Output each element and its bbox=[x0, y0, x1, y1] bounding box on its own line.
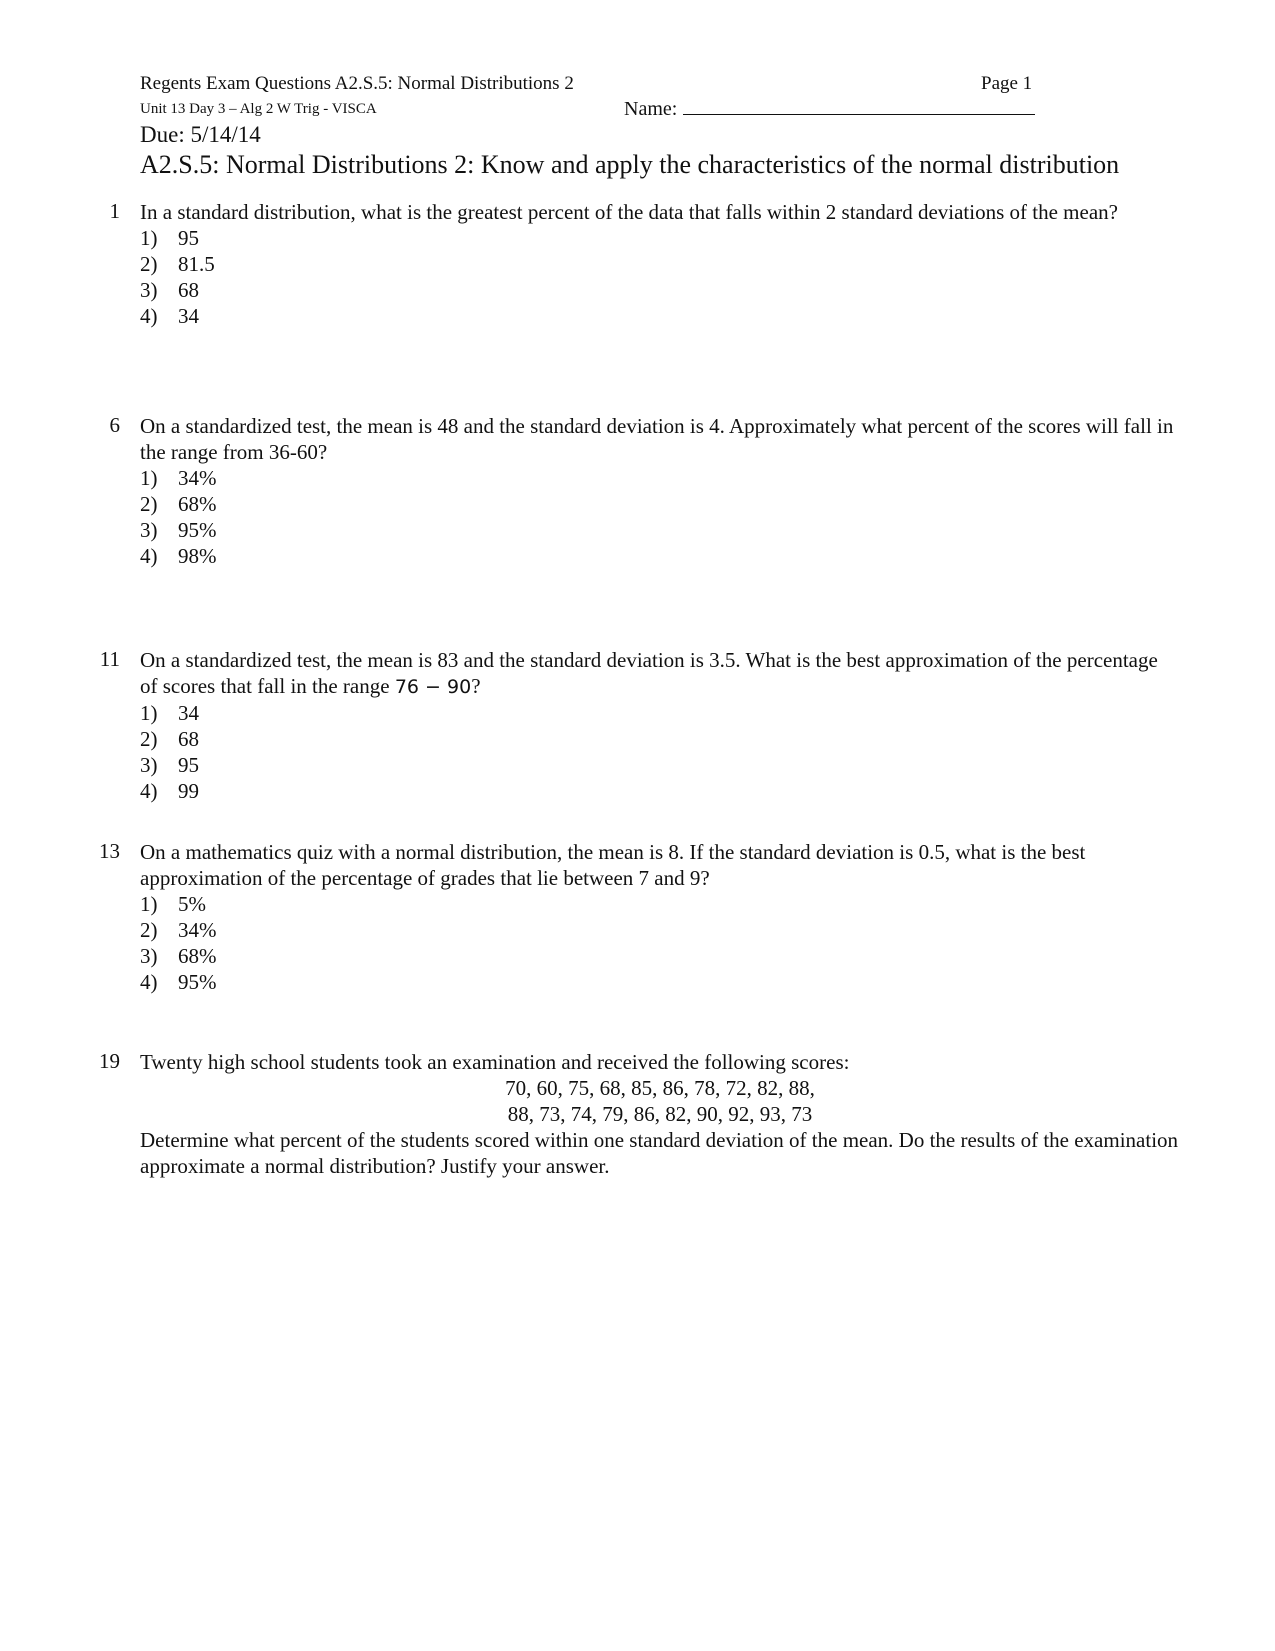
answer-choice[interactable] bbox=[140, 543, 1180, 569]
question-number: 19 bbox=[99, 1049, 120, 1073]
choice-value: 95 bbox=[178, 753, 199, 777]
page-number: Page 1 bbox=[981, 73, 1033, 94]
question-text bbox=[140, 647, 1180, 700]
answer-choice[interactable] bbox=[140, 225, 1180, 251]
answer-choice[interactable] bbox=[140, 752, 1180, 778]
question-13 bbox=[140, 839, 1180, 995]
answer-choice[interactable] bbox=[140, 251, 1180, 277]
topic-heading: A2.S.5: Normal Distributions 2: Know and apply the characteristics of the normal distribution bbox=[140, 150, 1120, 179]
question-text: In a standard distribution, what is the greatest percent of the data that falls within 2 standard deviations of the mean? bbox=[140, 200, 1118, 224]
unit-label: Unit 13 Day 3 – Alg 2 W Trig - VISCA bbox=[140, 101, 377, 117]
answer-choice[interactable] bbox=[140, 491, 1180, 517]
question-11 bbox=[140, 647, 1180, 804]
choice-number: 3) bbox=[140, 753, 158, 777]
answer-choice[interactable] bbox=[140, 778, 1180, 804]
choice-number: 2) bbox=[140, 252, 158, 276]
answer-choice[interactable] bbox=[140, 277, 1180, 303]
choice-number: 3) bbox=[140, 518, 158, 542]
range-expression: 76 − 90 bbox=[394, 676, 472, 698]
answer-choice[interactable] bbox=[140, 943, 1180, 969]
choice-value: 68% bbox=[178, 944, 217, 968]
question-text-start: On a standardized test, the mean is 83 and the standard deviation is 3.5. What is the best approximation of the percentage of scores that fall in the range bbox=[140, 648, 1158, 698]
choice-number: 4) bbox=[140, 970, 158, 994]
choice-number: 2) bbox=[140, 492, 158, 516]
question-text: Twenty high school students took an examination and received the following scores: bbox=[140, 1050, 850, 1074]
name-blank-line[interactable] bbox=[683, 96, 1035, 115]
answer-choice[interactable] bbox=[140, 700, 1180, 726]
scores-line: 70, 60, 75, 68, 85, 86, 78, 72, 82, 88, bbox=[505, 1076, 815, 1100]
choice-value: 34% bbox=[178, 918, 217, 942]
answer-choices bbox=[140, 225, 1180, 329]
choice-value: 68% bbox=[178, 492, 217, 516]
answer-choice[interactable] bbox=[140, 891, 1180, 917]
choice-number: 3) bbox=[140, 944, 158, 968]
scores-list bbox=[140, 1075, 1180, 1127]
choice-number: 2) bbox=[140, 918, 158, 942]
question-number: 6 bbox=[109, 413, 120, 437]
due-date: Due: 5/14/14 bbox=[140, 122, 261, 147]
choice-number: 1) bbox=[140, 466, 158, 490]
answer-choice[interactable] bbox=[140, 917, 1180, 943]
answer-choice[interactable] bbox=[140, 517, 1180, 543]
answer-choice[interactable] bbox=[140, 726, 1180, 752]
answer-choice[interactable] bbox=[140, 303, 1180, 329]
choice-value: 95% bbox=[178, 518, 217, 542]
name-label: Name: bbox=[624, 98, 678, 120]
choice-number: 2) bbox=[140, 727, 158, 751]
choice-value: 81.5 bbox=[178, 252, 215, 276]
choice-value: 34% bbox=[178, 466, 217, 490]
question-6 bbox=[140, 413, 1180, 569]
choice-value: 68 bbox=[178, 727, 199, 751]
choice-number: 1) bbox=[140, 892, 158, 916]
choice-value: 5% bbox=[178, 892, 206, 916]
question-number: 1 bbox=[109, 199, 120, 223]
answer-choice[interactable] bbox=[140, 969, 1180, 995]
question-text: On a standardized test, the mean is 48 and the standard deviation is 4. Approximately what percent of the scores will fall in the range from 36-60? bbox=[140, 414, 1174, 464]
choice-number: 4) bbox=[140, 544, 158, 568]
choice-value: 95% bbox=[178, 970, 217, 994]
question-text: On a mathematics quiz with a normal distribution, the mean is 8. If the standard deviation is 0.5, what is the best approximation of the percentage of grades that lie between 7 and 9? bbox=[140, 840, 1086, 890]
question-text-continued: Determine what percent of the students scored within one standard deviation of the mean. Do the results of the examination approximate a normal distribution? Justify your answer. bbox=[140, 1128, 1179, 1178]
choice-number: 4) bbox=[140, 304, 158, 328]
choice-number: 1) bbox=[140, 226, 158, 250]
question-19 bbox=[140, 1049, 1180, 1179]
question-text-end: ? bbox=[471, 674, 481, 698]
question-number: 13 bbox=[99, 839, 120, 863]
choice-value: 95 bbox=[178, 226, 199, 250]
choice-value: 34 bbox=[178, 701, 199, 725]
choice-value: 98% bbox=[178, 544, 217, 568]
choice-number: 4) bbox=[140, 779, 158, 803]
answer-choices bbox=[140, 891, 1180, 995]
choice-number: 3) bbox=[140, 278, 158, 302]
answer-choice[interactable] bbox=[140, 465, 1180, 491]
choice-number: 1) bbox=[140, 701, 158, 725]
choice-value: 68 bbox=[178, 278, 199, 302]
answer-choices bbox=[140, 465, 1180, 569]
scores-line: 88, 73, 74, 79, 86, 82, 90, 92, 93, 73 bbox=[507, 1102, 813, 1126]
answer-choices bbox=[140, 700, 1180, 804]
worksheet-title: Regents Exam Questions A2.S.5: Normal Distributions 2 bbox=[140, 73, 574, 94]
choice-value: 34 bbox=[178, 304, 199, 328]
name-field[interactable] bbox=[624, 96, 1035, 121]
question-1 bbox=[140, 199, 1180, 329]
question-number: 11 bbox=[99, 647, 120, 671]
choice-value: 99 bbox=[178, 779, 199, 803]
